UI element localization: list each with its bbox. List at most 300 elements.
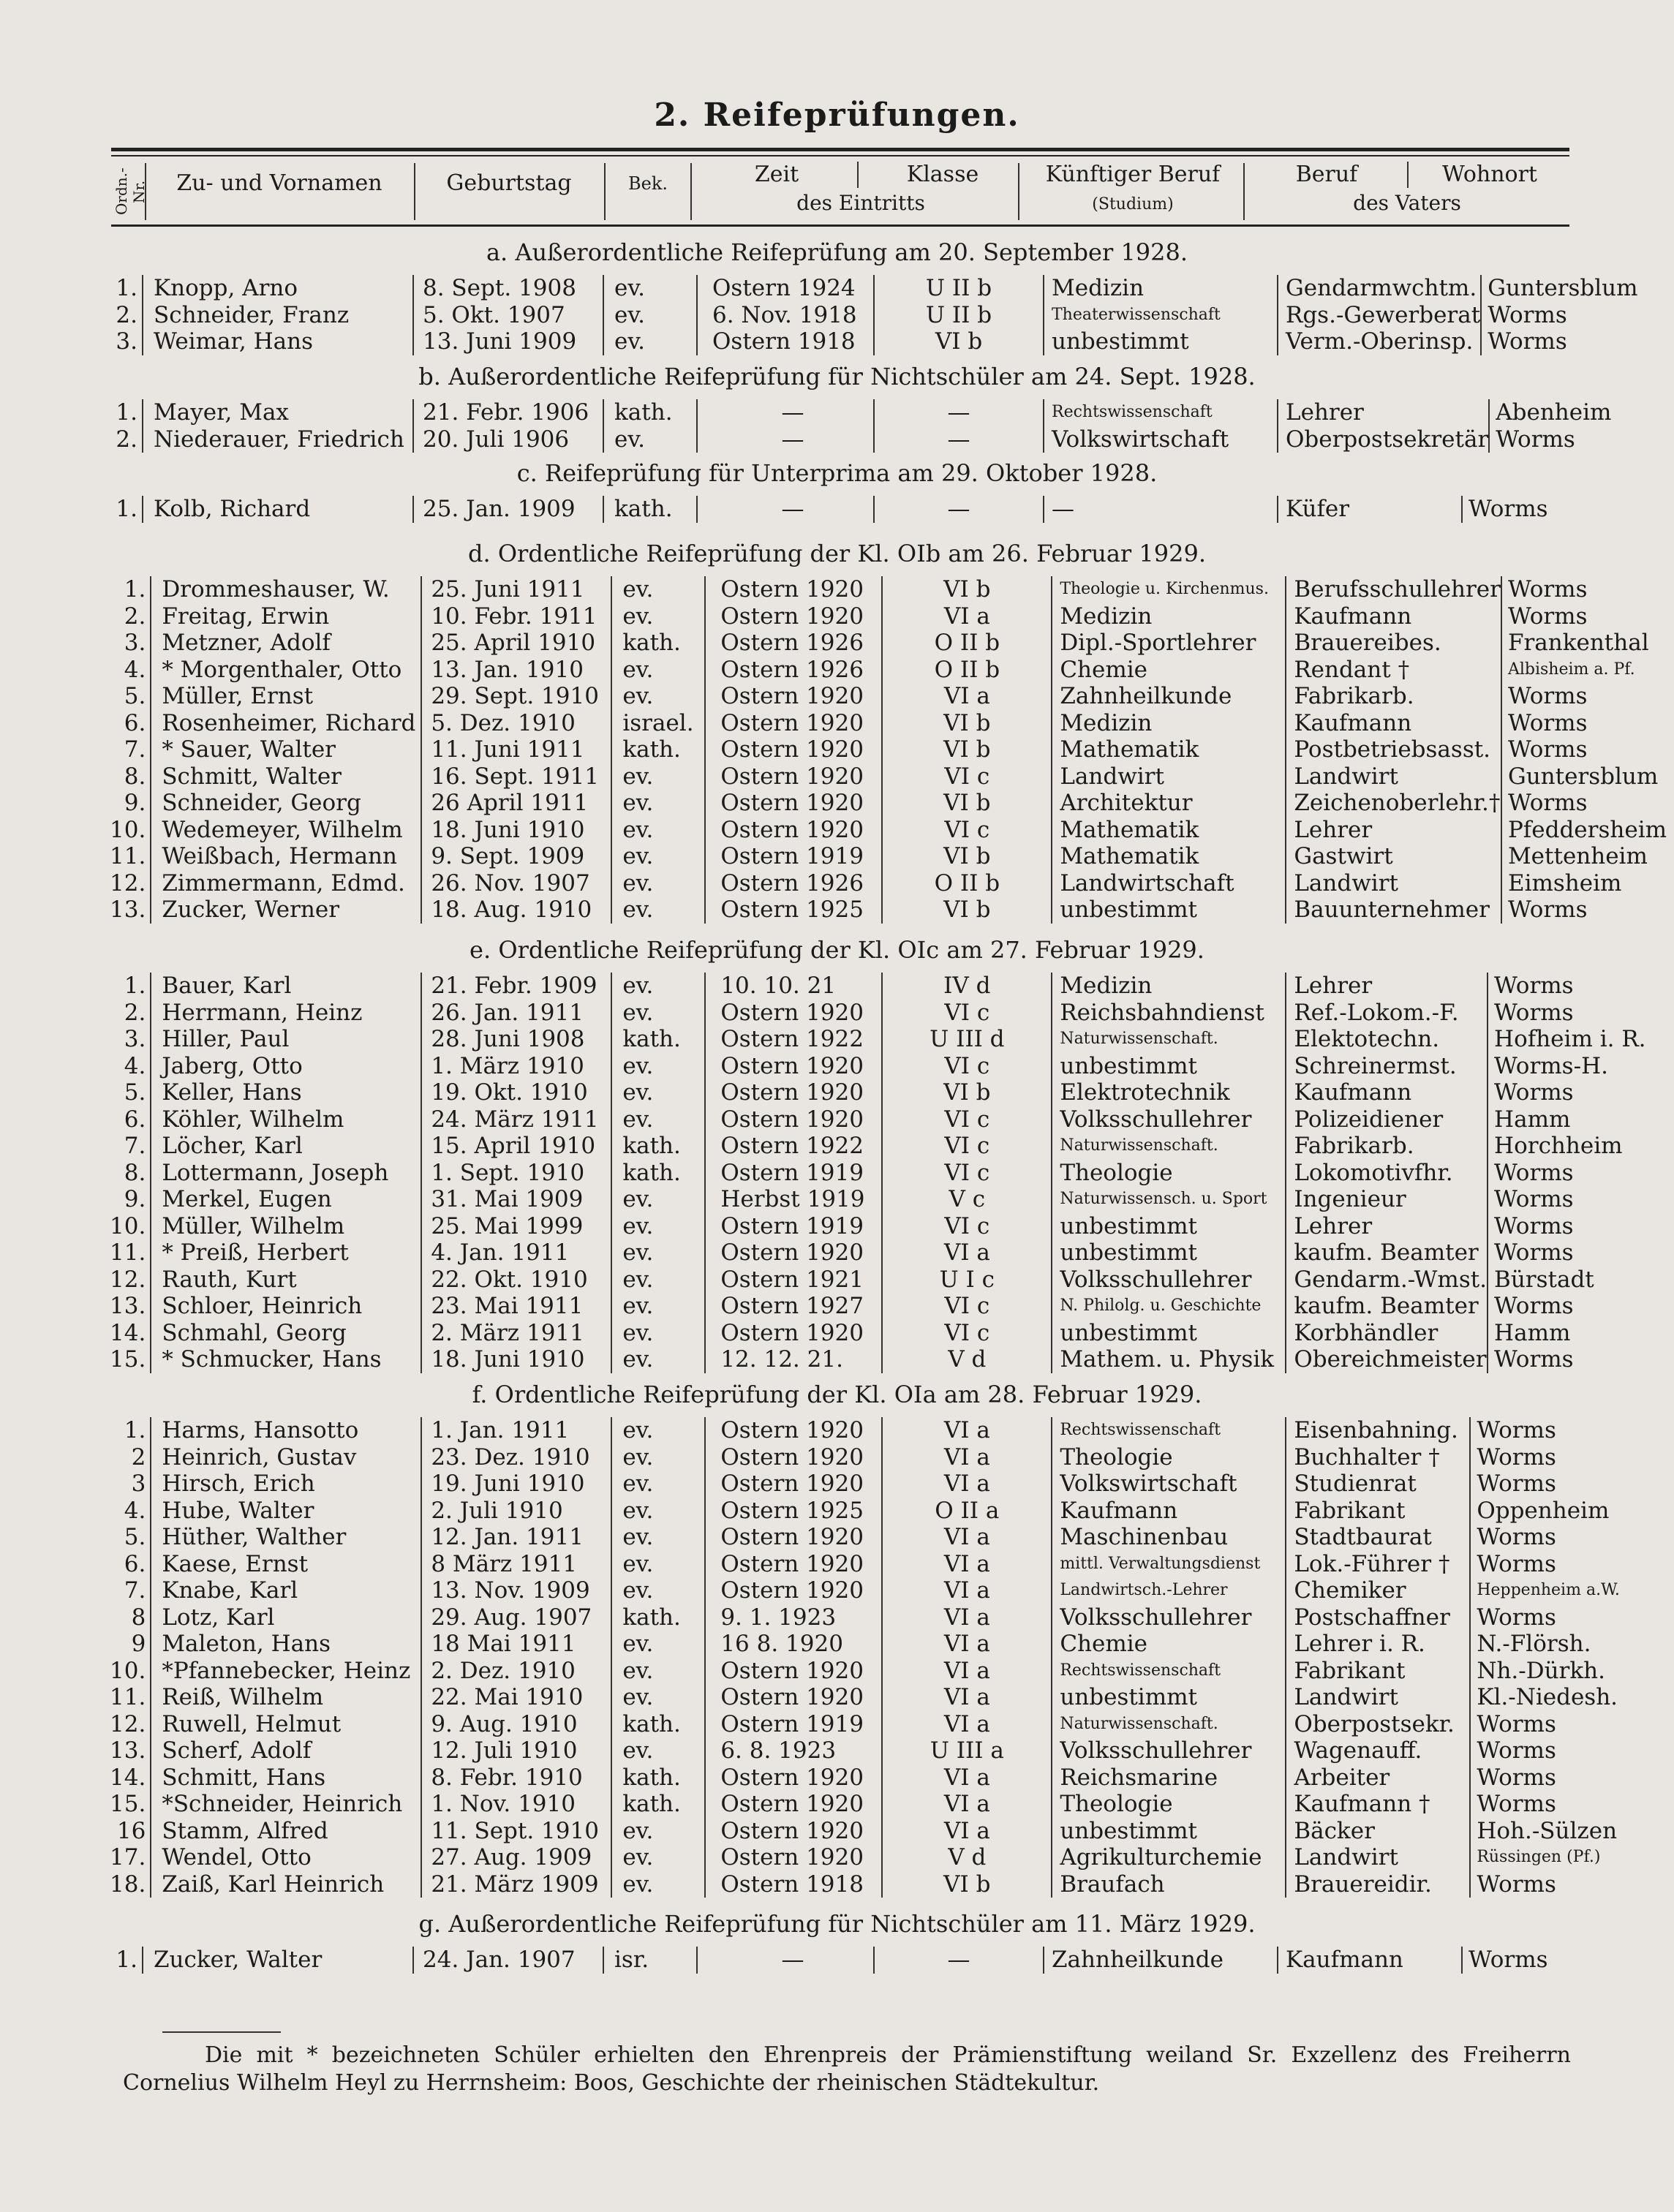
row-class: VI c	[882, 1133, 1052, 1160]
row-number: 6.	[124, 1550, 146, 1577]
row-residence: Kl.-Niedesh.	[1470, 1684, 1630, 1711]
row-father-career: Gastwirt	[1286, 843, 1501, 870]
table-row	[110, 1551, 1630, 1578]
table-row	[110, 399, 1649, 426]
row-father-career: Stadtbaurat	[1286, 1524, 1470, 1551]
row-number: 4.	[124, 1052, 146, 1079]
row-name: Kolb, Richard	[143, 496, 413, 523]
row-class: VI b	[882, 576, 1052, 603]
row-class: O II b	[882, 630, 1052, 657]
row-number: 5.	[124, 683, 146, 710]
row-confession: ev.	[603, 426, 697, 453]
row-confession: kath.	[611, 1604, 705, 1631]
row-number: 3.	[116, 328, 137, 355]
row-entry-date: 16 8. 1920	[705, 1631, 882, 1658]
results-table	[110, 399, 1649, 453]
table-row	[110, 630, 1667, 657]
row-confession: ev.	[611, 1524, 705, 1551]
row-name: * Schmucker, Hans	[151, 1346, 421, 1373]
row-entry-date: Ostern 1922	[705, 1133, 882, 1160]
row-name: Weimar, Hans	[143, 328, 413, 355]
row-class: VI c	[882, 763, 1052, 790]
row-entry-date: 12. 12. 21.	[705, 1346, 882, 1373]
header-wohnort: Wohnort	[1407, 162, 1571, 188]
row-confession: ev.	[611, 1818, 705, 1845]
row-future-career: Maschinenbau	[1052, 1524, 1286, 1551]
row-entry-date: —	[697, 1947, 874, 1974]
row-residence: Worms	[1488, 1239, 1648, 1267]
row-confession: ev.	[611, 1106, 705, 1133]
row-residence: Worms	[1501, 576, 1667, 603]
row-entry-date: Ostern 1920	[705, 1818, 882, 1845]
row-class: VI c	[882, 1053, 1052, 1080]
row-class: VI c	[882, 1000, 1052, 1027]
row-residence: Worms	[1501, 710, 1667, 737]
table-row	[110, 763, 1667, 790]
row-name: Scherf, Adolf	[151, 1737, 421, 1764]
row-name: Zimmermann, Edmd.	[151, 870, 421, 897]
row-class: VI b	[882, 896, 1052, 924]
row-future-career: Mathematik	[1052, 843, 1286, 870]
row-residence: Worms	[1501, 603, 1667, 630]
row-confession: ev.	[611, 870, 705, 897]
row-residence: Hofheim i. R.	[1488, 1026, 1648, 1053]
row-residence: Worms	[1501, 736, 1667, 763]
table-row	[110, 1711, 1630, 1738]
row-birthday: 20. Juli 1906	[413, 426, 603, 453]
row-number: 13.	[110, 896, 146, 924]
row-birthday: 25. Jan. 1909	[413, 496, 603, 523]
row-father-career: Gendarm.-Wmst.	[1286, 1267, 1488, 1294]
table-row	[110, 1658, 1630, 1685]
table-row	[110, 843, 1667, 870]
row-residence: Worms	[1489, 426, 1649, 453]
row-number: 15.	[110, 1791, 146, 1818]
row-residence: Worms	[1488, 1079, 1648, 1106]
row-father-career: Lehrer i. R.	[1286, 1631, 1470, 1658]
row-birthday: 25. Juni 1911	[421, 576, 611, 603]
row-number: 2.	[116, 426, 137, 453]
row-residence: Hamm	[1488, 1320, 1648, 1347]
row-class: VI c	[882, 1160, 1052, 1187]
row-number: 1.	[116, 1947, 137, 1974]
footnote-rule	[162, 2031, 281, 2033]
header-beruf-vater: Beruf	[1295, 162, 1358, 187]
row-birthday: 31. Mai 1909	[421, 1186, 611, 1213]
row-entry-date: Ostern 1926	[705, 630, 882, 657]
row-confession: ev.	[611, 1871, 705, 1898]
row-residence: Worms	[1470, 1471, 1630, 1498]
row-father-career: Bäcker	[1286, 1818, 1470, 1845]
row-number: 10.	[110, 816, 146, 843]
table-row	[110, 1053, 1648, 1080]
row-birthday: 9. Sept. 1909	[421, 843, 611, 870]
row-number: 7.	[124, 736, 146, 763]
table-row	[110, 1498, 1630, 1525]
row-name: Zucker, Walter	[143, 1947, 413, 1974]
row-future-career: unbestimmt	[1052, 1239, 1286, 1267]
row-future-career: unbestimmt	[1052, 1818, 1286, 1845]
row-number: 5.	[124, 1079, 146, 1106]
row-name: Wedemeyer, Wilhelm	[151, 817, 421, 844]
row-class: IV d	[882, 973, 1052, 1000]
table-row	[110, 870, 1667, 897]
row-number: 12.	[110, 869, 146, 896]
header-zeit: Zeit	[754, 162, 799, 187]
row-name: Zucker, Werner	[151, 896, 421, 924]
row-class: VI c	[882, 817, 1052, 844]
row-class: U III a	[882, 1737, 1052, 1764]
row-future-career: Theologie	[1052, 1791, 1286, 1818]
row-class: VI b	[882, 736, 1052, 763]
row-future-career: Zahnheilkunde	[1052, 683, 1286, 710]
row-birthday: 18. Juni 1910	[421, 817, 611, 844]
row-confession: ev.	[611, 1417, 705, 1444]
row-name: Wendel, Otto	[151, 1844, 421, 1871]
row-confession: kath.	[611, 1791, 705, 1818]
row-entry-date: Ostern 1920	[705, 1524, 882, 1551]
row-number: 1.	[124, 576, 146, 603]
row-entry-date: 10. 10. 21	[705, 973, 882, 1000]
row-residence: Abenheim	[1489, 399, 1649, 426]
table-row	[110, 496, 1622, 523]
table-row	[110, 328, 1641, 355]
row-confession: ev.	[611, 817, 705, 844]
row-class: VI a	[882, 1631, 1052, 1658]
row-future-career: N. Philolg. u. Geschichte	[1052, 1293, 1286, 1320]
row-future-career: Medizin	[1044, 275, 1278, 302]
row-confession: kath.	[603, 399, 697, 426]
row-entry-date: Ostern 1918	[705, 1871, 882, 1898]
table-row	[110, 302, 1641, 329]
row-name: Ruwell, Helmut	[151, 1711, 421, 1738]
table-row	[110, 1239, 1648, 1267]
header-bek: Bek.	[627, 173, 668, 194]
row-entry-date: Ostern 1919	[705, 1160, 882, 1187]
table-row	[110, 1524, 1630, 1551]
table-row	[110, 1604, 1630, 1631]
row-birthday: 24. März 1911	[421, 1106, 611, 1133]
row-birthday: 23. Mai 1911	[421, 1293, 611, 1320]
row-class: —	[874, 399, 1044, 426]
row-name: Zaiß, Karl Heinrich	[151, 1871, 421, 1898]
row-confession: ev.	[611, 1444, 705, 1471]
row-future-career: unbestimmt	[1052, 1213, 1286, 1240]
row-birthday: 23. Dez. 1910	[421, 1444, 611, 1471]
section-title: e. Ordentliche Reifeprüfung der Kl. OIc am 27. Februar 1929.	[470, 936, 1204, 964]
row-number: 1.	[124, 973, 146, 1000]
row-confession: kath.	[603, 496, 697, 523]
row-father-career: Gendarmwchtm.	[1278, 275, 1481, 302]
row-residence: Worms	[1470, 1444, 1630, 1471]
row-future-career: unbestimmt	[1044, 328, 1278, 355]
row-residence: Worms	[1462, 496, 1622, 523]
row-class: VI a	[882, 683, 1052, 710]
row-number: 8	[131, 1604, 146, 1631]
table-row	[110, 1871, 1630, 1898]
row-confession: ev.	[611, 1239, 705, 1267]
row-number: 14.	[110, 1319, 146, 1346]
row-entry-date: Ostern 1924	[697, 275, 874, 302]
row-name: Bauer, Karl	[151, 973, 421, 1000]
row-entry-date: Ostern 1925	[705, 1498, 882, 1525]
row-father-career: Postbetriebsasst.	[1286, 736, 1501, 763]
row-class: U II b	[874, 275, 1044, 302]
row-future-career: Dipl.-Sportlehrer	[1052, 630, 1286, 657]
row-birthday: 13. Juni 1909	[413, 328, 603, 355]
row-name: Niederauer, Friedrich	[143, 426, 413, 453]
row-name: * Morgenthaler, Otto	[151, 657, 421, 684]
row-class: VI a	[882, 1577, 1052, 1604]
footnote: Die mit * bezeichneten Schüler erhielten den Ehrenpreis der Prämienstiftung weiland Sr. Exzellenz des Freiherrn Cornelius Wilhelm Heyl zu Herrnsheim: Boos, Geschichte der rheinischen Städtekultur.	[123, 2042, 1571, 2096]
row-class: VI a	[882, 1684, 1052, 1711]
table-row	[110, 603, 1667, 630]
row-future-career: Chemie	[1052, 1631, 1286, 1658]
row-residence: Worms	[1481, 302, 1641, 329]
header-name: Zu- und Vornamen	[176, 170, 382, 196]
row-name: Heinrich, Gustav	[151, 1444, 421, 1471]
row-class: VI b	[882, 1871, 1052, 1898]
row-confession: ev.	[611, 603, 705, 630]
row-residence: Worms	[1501, 896, 1667, 924]
table-row	[110, 1160, 1648, 1187]
row-number: 2.	[116, 301, 137, 328]
row-confession: ev.	[603, 302, 697, 329]
row-number: 11.	[110, 843, 146, 870]
row-name: Harms, Hansotto	[151, 1417, 421, 1444]
row-birthday: 25. Mai 1999	[421, 1213, 611, 1240]
row-confession: ev.	[611, 683, 705, 710]
row-number: 1.	[116, 275, 137, 302]
row-confession: ev.	[611, 790, 705, 817]
table-row	[110, 1186, 1648, 1213]
row-entry-date: Ostern 1920	[705, 1658, 882, 1685]
row-entry-date: Ostern 1920	[705, 1764, 882, 1792]
row-confession: ev.	[611, 1498, 705, 1525]
row-name: Hirsch, Erich	[151, 1471, 421, 1498]
row-name: Stamm, Alfred	[151, 1818, 421, 1845]
row-father-career: Fabrikarb.	[1286, 1133, 1488, 1160]
row-number: 3.	[124, 1026, 146, 1053]
row-future-career: Volkswirtschaft	[1052, 1471, 1286, 1498]
row-residence: Worms	[1501, 790, 1667, 817]
row-entry-date: Ostern 1920	[705, 576, 882, 603]
row-father-career: Rendant †	[1286, 657, 1501, 684]
row-residence: Worms	[1488, 1293, 1648, 1320]
table-row	[110, 973, 1648, 1000]
row-class: VI a	[882, 1711, 1052, 1738]
row-name: Hiller, Paul	[151, 1026, 421, 1053]
table-row	[110, 817, 1667, 844]
row-confession: ev.	[611, 1053, 705, 1080]
row-birthday: 26 April 1911	[421, 790, 611, 817]
row-class: VI a	[882, 1604, 1052, 1631]
row-name: Schmitt, Walter	[151, 763, 421, 790]
row-future-career: Naturwissenschaft.	[1052, 1026, 1286, 1053]
row-birthday: 2. März 1911	[421, 1320, 611, 1347]
row-father-career: Chemiker	[1286, 1577, 1470, 1604]
row-future-career: Mathem. u. Physik	[1052, 1346, 1286, 1373]
row-entry-date: Ostern 1920	[705, 1791, 882, 1818]
row-birthday: 24. Jan. 1907	[413, 1947, 603, 1974]
section-title: f. Ordentliche Reifeprüfung der Kl. OIa am 28. Februar 1929.	[472, 1381, 1202, 1408]
row-confession: ev.	[611, 1551, 705, 1578]
row-entry-date: —	[697, 399, 874, 426]
row-father-career: Buchhalter †	[1286, 1444, 1470, 1471]
row-confession: ev.	[611, 657, 705, 684]
row-entry-date: Herbst 1919	[705, 1186, 882, 1213]
table-row	[110, 1267, 1648, 1294]
row-number: 12.	[110, 1710, 146, 1737]
row-residence: Worms	[1488, 1160, 1648, 1187]
row-number: 1.	[116, 496, 137, 523]
row-number: 10.	[110, 1657, 146, 1684]
row-entry-date: Ostern 1920	[705, 736, 882, 763]
row-residence: Frankenthal	[1501, 630, 1667, 657]
row-entry-date: Ostern 1920	[705, 1239, 882, 1267]
row-residence: Worms	[1470, 1604, 1630, 1631]
row-birthday: 18. Juni 1910	[421, 1346, 611, 1373]
header-ordn: Ordn.-Nr.	[113, 167, 148, 216]
row-father-career: Rgs.-Gewerberat	[1278, 302, 1481, 329]
row-father-career: Lehrer	[1286, 973, 1488, 1000]
row-class: VI a	[882, 1791, 1052, 1818]
table-row	[110, 1844, 1630, 1871]
row-number: 18.	[110, 1871, 146, 1898]
header-geburtstag: Geburtstag	[446, 170, 572, 196]
row-father-career: Fabrikant	[1286, 1658, 1470, 1685]
row-birthday: 25. April 1910	[421, 630, 611, 657]
row-father-career: Landwirt	[1286, 870, 1501, 897]
row-number: 17.	[110, 1844, 146, 1871]
row-entry-date: Ostern 1920	[705, 1106, 882, 1133]
section-title: g. Außerordentliche Reifeprüfung für Nichtschüler am 11. März 1929.	[418, 1910, 1256, 1938]
row-number: 2.	[124, 999, 146, 1026]
row-class: VI b	[882, 790, 1052, 817]
row-birthday: 2. Juli 1910	[421, 1498, 611, 1525]
row-residence: Eimsheim	[1501, 870, 1667, 897]
row-name: Herrmann, Heinz	[151, 1000, 421, 1027]
page-title: 2. Reifeprüfungen.	[654, 97, 1020, 134]
row-number: 14.	[110, 1764, 146, 1791]
row-confession: ev.	[611, 1844, 705, 1871]
row-birthday: 29. Aug. 1907	[421, 1604, 611, 1631]
header-studium: (Studium)	[1092, 195, 1174, 214]
row-birthday: 15. April 1910	[421, 1133, 611, 1160]
row-birthday: 21. März 1909	[421, 1871, 611, 1898]
row-confession: kath.	[611, 1133, 705, 1160]
row-number: 16	[116, 1817, 146, 1844]
row-entry-date: Ostern 1919	[705, 843, 882, 870]
row-entry-date: Ostern 1920	[705, 710, 882, 737]
row-birthday: 16. Sept. 1911	[421, 763, 611, 790]
row-confession: ev.	[603, 328, 697, 355]
row-class: —	[874, 1947, 1044, 1974]
row-birthday: 11. Juni 1911	[421, 736, 611, 763]
row-confession: ev.	[611, 1186, 705, 1213]
row-birthday: 22. Mai 1910	[421, 1684, 611, 1711]
table-row	[110, 736, 1667, 763]
row-residence: Albisheim a. Pf.	[1501, 657, 1667, 684]
row-class: V d	[882, 1844, 1052, 1871]
row-future-career: Naturwissenschaft.	[1052, 1133, 1286, 1160]
row-name: Schloer, Heinrich	[151, 1293, 421, 1320]
row-future-career: unbestimmt	[1052, 1684, 1286, 1711]
row-father-career: Elektotechn.	[1286, 1026, 1488, 1053]
row-future-career: Reichsbahndienst	[1052, 1000, 1286, 1027]
row-name: * Sauer, Walter	[151, 736, 421, 763]
row-number: 9	[131, 1631, 146, 1658]
row-number: 3	[131, 1471, 146, 1498]
row-class: O II a	[882, 1498, 1052, 1525]
row-number: 2.	[124, 603, 146, 630]
row-name: Kaese, Ernst	[151, 1551, 421, 1578]
row-future-career: Naturwissensch. u. Sport	[1052, 1186, 1286, 1213]
row-name: Jaberg, Otto	[151, 1053, 421, 1080]
table-row	[110, 1106, 1648, 1133]
row-father-career: Brauereibes.	[1286, 630, 1501, 657]
row-entry-date: Ostern 1925	[705, 896, 882, 924]
results-table	[110, 275, 1641, 355]
header-des-vaters: des Vaters	[1353, 191, 1461, 215]
table-row	[110, 710, 1667, 737]
row-father-career: Korbhändler	[1286, 1320, 1488, 1347]
row-birthday: 21. Febr. 1909	[421, 973, 611, 1000]
row-father-career: Kaufmann †	[1286, 1791, 1470, 1818]
row-class: VI a	[882, 1524, 1052, 1551]
row-birthday: 8. Sept. 1908	[413, 275, 603, 302]
row-residence: Worms	[1462, 1947, 1622, 1974]
row-number: 13.	[110, 1737, 146, 1764]
row-confession: ev.	[611, 973, 705, 1000]
row-future-career: unbestimmt	[1052, 1320, 1286, 1347]
row-residence: Worms	[1470, 1791, 1630, 1818]
row-name: Müller, Wilhelm	[151, 1213, 421, 1240]
row-class: —	[874, 426, 1044, 453]
row-residence: Worms	[1470, 1417, 1630, 1444]
row-residence: Bürstadt	[1488, 1267, 1648, 1294]
table-row	[110, 896, 1667, 924]
row-father-career: Landwirt	[1286, 1684, 1470, 1711]
row-future-career: mittl. Verwaltungsdienst	[1052, 1551, 1286, 1578]
row-number: 6.	[124, 709, 146, 736]
table-row	[110, 1417, 1630, 1444]
row-class: VI a	[882, 1444, 1052, 1471]
row-birthday: 5. Okt. 1907	[413, 302, 603, 329]
row-birthday: 4. Jan. 1911	[421, 1239, 611, 1267]
row-birthday: 12. Jan. 1911	[421, 1524, 611, 1551]
row-number: 5.	[124, 1524, 146, 1551]
header-eintritt: des Eintritts	[796, 191, 925, 215]
row-class: U III d	[882, 1026, 1052, 1053]
table-row	[110, 1320, 1648, 1347]
table-row	[110, 1079, 1648, 1106]
row-name: Müller, Ernst	[151, 683, 421, 710]
table-row	[110, 1026, 1648, 1053]
row-class: U I c	[882, 1267, 1052, 1294]
results-table	[110, 973, 1648, 1373]
row-birthday: 12. Juli 1910	[421, 1737, 611, 1764]
table-row	[110, 657, 1667, 684]
row-father-career: Schreinermst.	[1286, 1053, 1488, 1080]
row-future-career: Volksschullehrer	[1052, 1737, 1286, 1764]
row-class: VI a	[882, 1764, 1052, 1792]
row-future-career: Kaufmann	[1052, 1498, 1286, 1525]
row-class: —	[874, 496, 1044, 523]
row-birthday: 8. Febr. 1910	[421, 1764, 611, 1792]
row-birthday: 8 März 1911	[421, 1551, 611, 1578]
row-residence: Worms	[1470, 1871, 1630, 1898]
